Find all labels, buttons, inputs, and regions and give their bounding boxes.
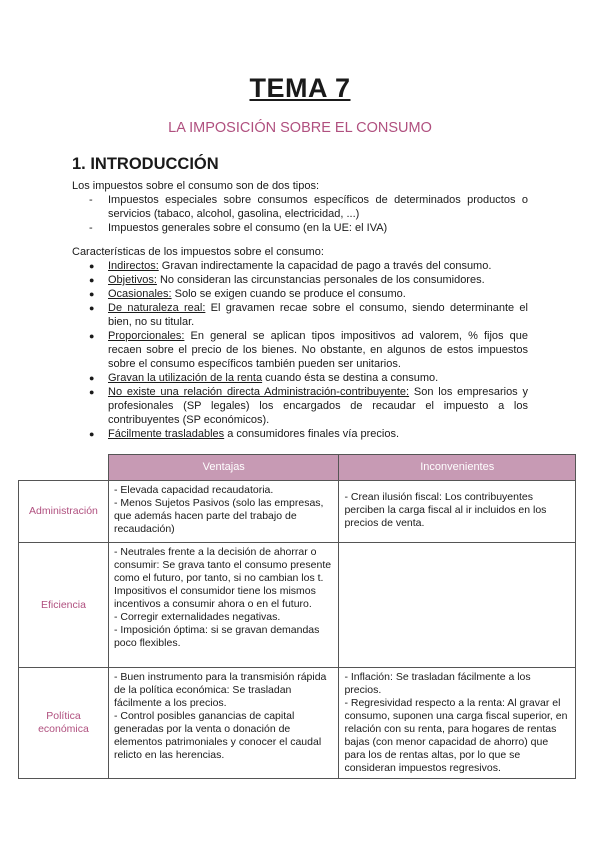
dash-marker: - xyxy=(89,194,93,206)
bullet-icon: ● xyxy=(89,331,95,341)
term: Indirectos: xyxy=(108,260,159,272)
definition: Son los empresarios y profesionales (SP legales) los encargados de recaudar el impuesto a los contribuyentes (SP económicos). xyxy=(108,386,528,426)
definition: Gravan indirectamente la capacidad de pago a través del consumo. xyxy=(158,260,492,272)
dash-marker: - xyxy=(89,222,93,234)
cell-line: - Buen instrumento para la transmisión rápida de la política económica: Se trasladan fácilmente a los precios. xyxy=(113,671,327,709)
table-header-row xyxy=(19,455,576,481)
definition: cuando ésta se destina a consumo. xyxy=(262,372,439,384)
table-row xyxy=(19,481,576,543)
list-item xyxy=(72,385,528,427)
table-row xyxy=(19,543,576,668)
page-subtitle: LA IMPOSICIÓN SOBRE EL CONSUMO xyxy=(168,120,432,136)
bullet-icon: ● xyxy=(89,387,95,397)
cell-line: - Neutrales frente a la decisión de ahorrar o consumir: Se grava tanto el consumo presente como el futuro, por tanto, si no cambian los t. Impositivos el consumidor tiene los mismos incentivos a consumir ahora o en el futuro. xyxy=(113,546,332,610)
cell-line: - Elevada capacidad recaudatoria. xyxy=(113,484,274,496)
bullet-icon: ● xyxy=(89,373,95,383)
list-item xyxy=(72,221,528,235)
cell-inconvenientes xyxy=(339,543,576,668)
list-item xyxy=(72,329,528,371)
bullet-icon: ● xyxy=(89,289,95,299)
list-item xyxy=(72,193,528,221)
section-heading: 1. INTRODUCCIÓN xyxy=(72,155,219,173)
term: Proporcionales: xyxy=(108,330,185,342)
bullet-icon: ● xyxy=(89,429,95,439)
bullet-icon: ● xyxy=(89,261,95,271)
definition: El gravamen recae sobre el consumo, siendo determinante el bien, no su titular. xyxy=(108,302,528,328)
row-header-eficiencia: Eficiencia xyxy=(19,543,109,668)
list-item xyxy=(72,273,528,287)
list-item xyxy=(72,427,528,441)
cell-line: - Control posibles ganancias de capital generadas por la venta o donación de elementos patrimoniales y conocer el caudal relicto en las herencias. xyxy=(113,710,322,761)
comparison-table xyxy=(18,454,576,779)
definition: a consumidores finales vía precios. xyxy=(224,428,400,440)
list-item xyxy=(72,301,528,329)
cell-line: - Corregir externalidades negativas. xyxy=(113,611,281,623)
table-row xyxy=(19,668,576,779)
definition: No consideran las circunstancias personales de los consumidores. xyxy=(156,274,485,286)
cell-line: - Inflación: Se trasladan fácilmente a los precios. xyxy=(344,671,531,696)
bullet-icon: ● xyxy=(89,275,95,285)
cell-line: - Menos Sujetos Pasivos (solo las empresas, que además hacen parte del trabajo de recaudación) xyxy=(113,497,324,535)
characteristics-intro: Características de los impuestos sobre el consumo: xyxy=(72,246,324,258)
column-header-inconvenientes: Inconvenientes xyxy=(339,455,576,481)
cell-line: - Crean ilusión fiscal: Los contribuyentes perciben la carga fiscal al ir incluidos en los precios de venta. xyxy=(344,491,547,529)
table-corner xyxy=(19,455,109,481)
term: Ocasionales: xyxy=(108,288,172,300)
list-item xyxy=(72,287,528,301)
cell-line: - Imposición óptima: si se gravan demandas poco flexibles. xyxy=(113,624,320,649)
definition: Solo se exigen cuando se produce el consumo. xyxy=(171,288,406,300)
cell-ventajas xyxy=(108,668,339,779)
term: Fácilmente trasladables xyxy=(108,428,225,440)
term: No existe una relación directa Administración-contribuyente: xyxy=(108,386,410,398)
list-item xyxy=(72,371,528,385)
list-item-text: Impuestos especiales sobre consumos específicos de determinados productos o servicios (tabaco, alcohol, gasolina, electricidad, ...) xyxy=(108,194,528,220)
cell-inconvenientes xyxy=(339,668,576,779)
types-intro: Los impuestos sobre el consumo son de dos tipos: xyxy=(72,180,320,192)
cell-ventajas xyxy=(108,481,339,543)
term: De naturaleza real: xyxy=(108,302,206,314)
list-item-text: Impuestos generales sobre el consumo (en la UE: el IVA) xyxy=(108,222,388,234)
definition: En general se aplican tipos impositivos ad valorem, % fijos que recaen sobre el precio de los bienes. No obstante, en algunos de estos impuestos sobre el consumo específicos también pueden ser unitarios. xyxy=(108,330,528,370)
cell-line: - Regresividad respecto a la renta: Al gravar el consumo, suponen una carga fiscal superior, en relación con su renta, para hogares de rentas bajas (con menor capacidad de ahorro) que para los de rentas altas, por lo que se consideran impuestos regresivos. xyxy=(344,697,568,774)
term: Gravan la utilización de la renta xyxy=(108,372,263,384)
page-title: TEMA 7 xyxy=(249,73,351,103)
section-body xyxy=(72,179,528,441)
row-header-politica-economica: Política económica xyxy=(19,668,109,779)
term: Objetivos: xyxy=(108,274,157,286)
row-header-administracion: Administración xyxy=(19,481,109,543)
cell-inconvenientes xyxy=(339,481,576,543)
list-item xyxy=(72,259,528,273)
cell-ventajas xyxy=(108,543,339,668)
column-header-ventajas: Ventajas xyxy=(108,455,339,481)
bullet-icon: ● xyxy=(89,303,95,313)
